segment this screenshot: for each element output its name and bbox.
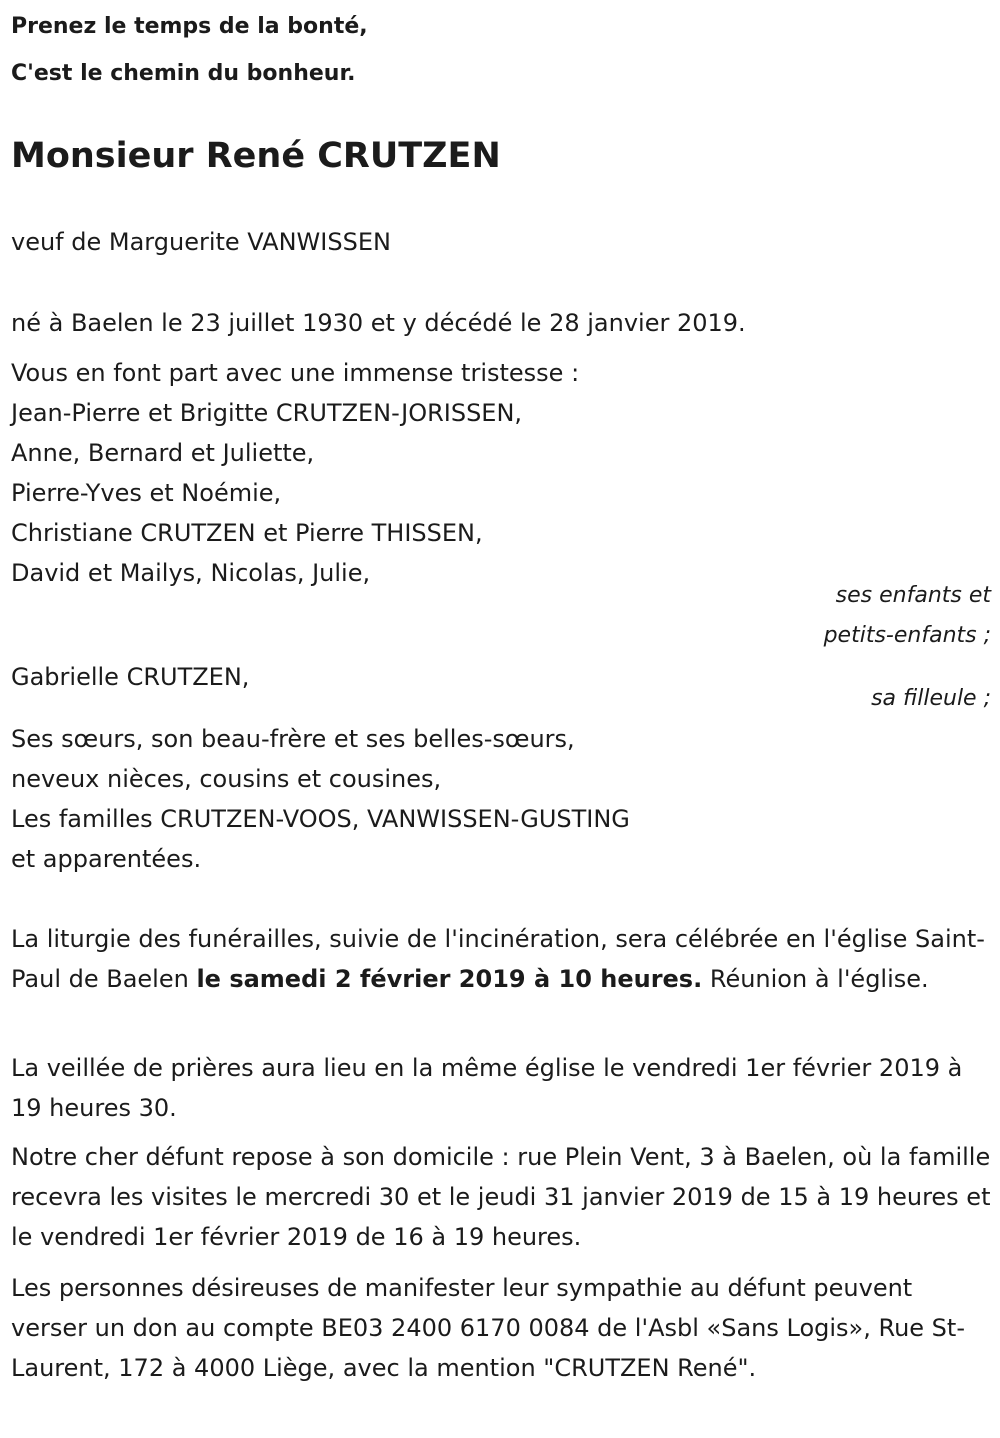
vigil-paragraph: La veillée de prières aura lieu en la même église le vendredi 1er février 2019 à 19 heures 30.	[11, 1054, 963, 1122]
spouse-line: veuf de Marguerite VANWISSEN	[11, 228, 391, 256]
list-item: Ses sœurs, son beau-frère et ses belles-sœurs,	[11, 725, 575, 753]
funeral-text-after: Réunion à l'église.	[702, 965, 929, 993]
goddaughter-role-label: sa filleule ;	[871, 686, 991, 711]
list-item: Les familles CRUTZEN-VOOS, VANWISSEN-GUSTING	[11, 805, 630, 833]
announcement-intro: Vous en font part avec une immense tristesse :	[11, 359, 580, 387]
visits-paragraph: Notre cher défunt repose à son domicile : rue Plein Vent, 3 à Baelen, où la famille recevra les visites le mercredi 30 et le jeudi 31 janvier 2019 de 15 à 19 heures et le vendredi 1er février 2019 de 16 à 19 heures.	[11, 1143, 991, 1251]
list-item: Pierre-Yves et Noémie,	[11, 479, 282, 507]
list-item: Anne, Bernard et Juliette,	[11, 439, 315, 467]
list-item: neveux nièces, cousins et cousines,	[11, 765, 442, 793]
list-item: Christiane CRUTZEN et Pierre THISSEN,	[11, 519, 483, 547]
birth-death-line: né à Baelen le 23 juillet 1930 et y décédé le 28 janvier 2019.	[11, 309, 746, 337]
list-item: et apparentées.	[11, 845, 202, 873]
funeral-text-before: La liturgie des funérailles, suivie de l'incinération, sera célébrée en l'église Saint-Paul de Baelen	[11, 925, 985, 993]
donation-paragraph: Les personnes désireuses de manifester leur sympathie au défunt peuvent verser un don au compte BE03 2400 6170 0084 de l'Asbl «Sans Logis», Rue St-Laurent, 172 à 4000 Liège, avec la mention "CRUTZEN René".	[11, 1274, 965, 1382]
goddaughter-name: Gabrielle CRUTZEN,	[11, 663, 250, 691]
deceased-name: Monsieur René CRUTZEN	[11, 136, 501, 176]
funeral-date-time: le samedi 2 février 2019 à 10 heures.	[196, 965, 703, 993]
quote-line-1: Prenez le temps de la bonté,	[11, 14, 368, 39]
quote-line-2: C'est le chemin du bonheur.	[11, 61, 356, 86]
list-item: David et Mailys, Nicolas, Julie,	[11, 559, 371, 587]
children-role-label: ses enfants et	[835, 583, 991, 608]
list-item: Jean-Pierre et Brigitte CRUTZEN-JORISSEN,	[11, 399, 523, 427]
grandchildren-role-label: petits-enfants ;	[823, 623, 991, 648]
funeral-paragraph	[11, 919, 991, 999]
